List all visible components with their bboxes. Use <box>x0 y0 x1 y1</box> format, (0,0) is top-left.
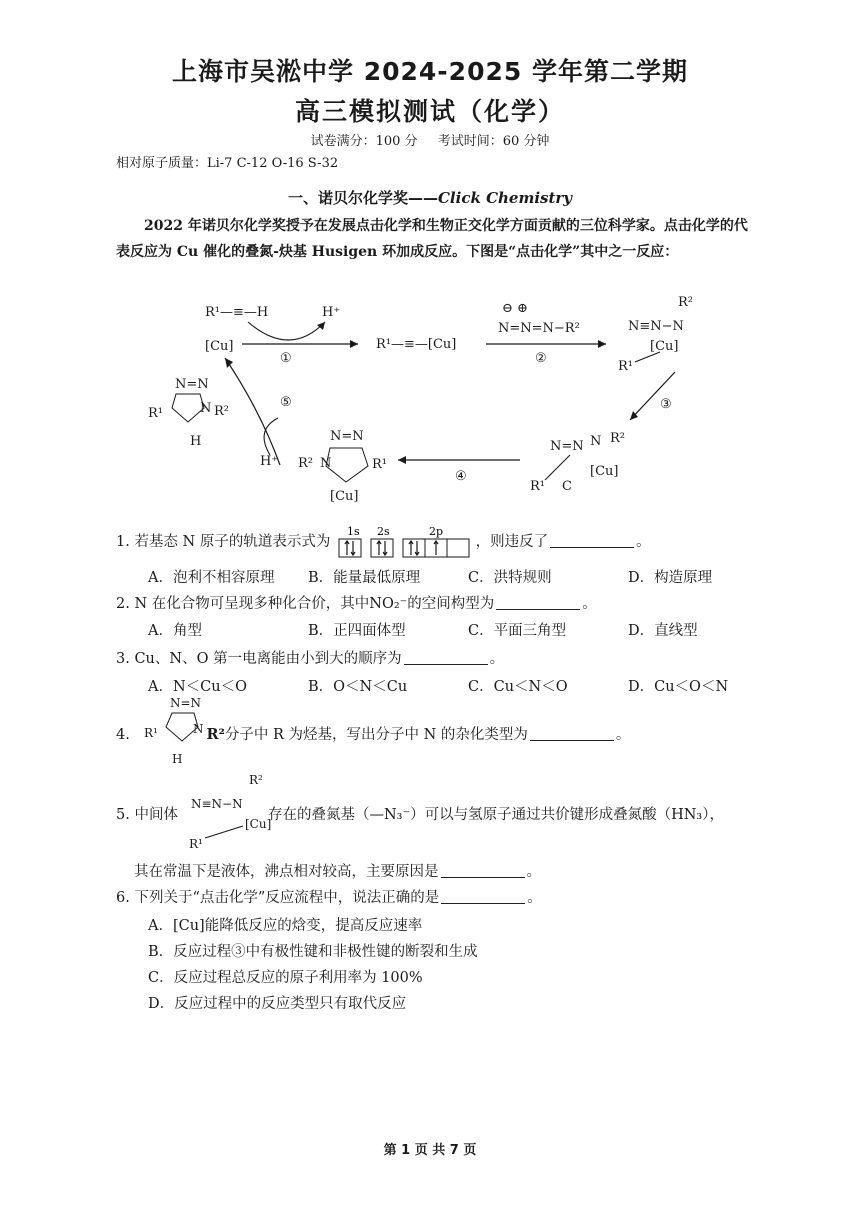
question-1-stem-after: ，则违反了 <box>475 534 549 550</box>
question-5-answer-blank[interactable] <box>441 863 525 878</box>
scheme-r1-alkyne-h: R¹—≡—H <box>205 305 269 320</box>
question-2-number: 2. <box>116 596 130 612</box>
question-1-option-a[interactable]: A．泡利不相容原理 <box>148 570 275 586</box>
scheme-cu-catalyst: [Cu] <box>205 339 234 354</box>
scheme-six-ring-r1: R¹ <box>530 479 545 494</box>
question-4-stem: 分子中 R 为烃基，写出分子中 N 的杂化类型为 <box>224 727 528 743</box>
section-title <box>0 187 860 208</box>
question-1 <box>116 525 651 559</box>
question-2-end: 。 <box>582 596 597 612</box>
question-4-r2: R² <box>206 726 225 743</box>
orbital-box-2s <box>371 539 393 557</box>
question-2-stem: N 在化合物可呈现多种化合价，其中 <box>134 596 370 612</box>
q5-struct-azide: N≡N−N <box>191 797 243 811</box>
scheme-azide-charges: ⊖ ⊕ <box>502 301 528 316</box>
question-6-option-d[interactable]: D．反应过程中的反应类型只有取代反应 <box>148 996 407 1012</box>
question-6-answer-blank[interactable] <box>441 889 525 904</box>
question-1-number: 1. <box>116 534 130 550</box>
scheme-six-ring-r2: R² <box>610 431 625 446</box>
question-3-option-c[interactable]: C．Cu＜N＜O <box>468 679 568 695</box>
step4-arrowhead <box>398 456 406 464</box>
scheme-triazole-cu-r1: R¹ <box>372 457 387 472</box>
click-chemistry-scheme <box>130 290 693 515</box>
question-1-answer-blank[interactable] <box>550 533 634 548</box>
question-4 <box>116 723 630 744</box>
q4-struct-h: H <box>172 752 183 766</box>
scheme-azide: N=N=N−R² <box>498 321 580 336</box>
q5-struct-cu: [Cu] <box>245 817 272 831</box>
question-5-line2 <box>134 860 541 881</box>
step1-label: ① <box>280 351 292 366</box>
step5-label: ⑤ <box>280 395 292 410</box>
question-3-option-b[interactable]: B．O＜N＜Cu <box>308 679 408 695</box>
question-3-option-a[interactable]: A．N＜Cu＜O <box>148 679 247 695</box>
q5-struct-r1: R¹ <box>189 837 203 851</box>
q4-struct-n: N <box>193 722 204 736</box>
question-5 <box>116 803 724 824</box>
scheme-r1-alkyne-cu: R¹—≡—[Cu] <box>376 337 457 352</box>
exam-time: 考试时间：60 分钟 <box>437 134 550 149</box>
question-4-end: 。 <box>615 727 631 743</box>
scheme-product-r2: R² <box>214 404 229 419</box>
section-title-en: Click Chemistry <box>437 189 573 207</box>
scheme-six-ring-n: N <box>590 434 602 449</box>
scheme-triazole-cu-n: N <box>320 456 332 471</box>
question-6-end: 。 <box>527 890 542 906</box>
question-5-line2-text: 其在常温下是液体，沸点相对较高，主要原因是 <box>134 864 439 880</box>
question-6-number: 6. <box>116 890 130 906</box>
step4-label: ④ <box>455 469 467 484</box>
question-3-number: 3. <box>116 651 130 667</box>
question-3 <box>116 647 504 668</box>
orbital-box-1s <box>339 539 361 557</box>
scheme-intermediate-cu: [Cu] <box>650 339 679 354</box>
step1-curve <box>248 322 325 340</box>
question-2-option-b[interactable]: B．正四面体型 <box>308 623 406 639</box>
intermediate-bond <box>635 352 660 362</box>
orbital-label-1s: 1s <box>346 525 360 538</box>
scheme-six-ring-c: C <box>562 479 572 494</box>
scheme-six-ring-cu: [Cu] <box>590 464 619 479</box>
orbital-label-2s: 2s <box>376 525 390 538</box>
question-2-option-d[interactable]: D．直线型 <box>628 623 698 639</box>
step2-arrowhead <box>598 340 606 348</box>
exam-meta <box>0 130 860 149</box>
question-4-answer-blank[interactable] <box>530 726 614 741</box>
question-6-option-a[interactable]: A．[Cu]能降低反应的焓变，提高反应速率 <box>148 918 423 934</box>
question-2 <box>116 592 597 613</box>
question-3-stem: Cu、N、O 第一电离能由小到大的顺序为 <box>134 651 402 667</box>
question-6-option-b[interactable]: B．反应过程③中有极性键和非极性键的断裂和生成 <box>148 944 478 960</box>
exam-title-line1: 上海市吴淞中学 2024-2025 学年第二学期 <box>172 57 688 86</box>
question-5-stem-after: 存在的叠氮基（—N₃⁻）可以与氢原子通过共价键形成叠氮酸（HN₃）， <box>267 807 724 823</box>
orbital-diagram <box>335 525 471 559</box>
question-1-option-d[interactable]: D．构造原理 <box>628 570 713 586</box>
question-1-option-b[interactable]: B．能量最低原理 <box>308 570 421 586</box>
atomic-masses: 相对原子质量：Li-7 C-12 O-16 S-32 <box>116 156 339 171</box>
page-footer: 第 1 页 共 7 页 <box>383 1143 477 1158</box>
question-2-answer-blank[interactable] <box>496 595 580 610</box>
orbital-box-2p-3 <box>447 539 469 557</box>
six-ring-bond <box>545 455 570 480</box>
scheme-h-plus-1: H⁺ <box>322 305 341 320</box>
orbital-arrows <box>345 541 438 555</box>
question-2-option-c[interactable]: C．平面三角型 <box>468 623 567 639</box>
question-6-stem: 下列关于“点击化学”反应流程中，说法正确的是 <box>134 890 440 906</box>
scheme-product-n: N <box>200 401 212 416</box>
scheme-triazole-cu-nn: N=N <box>330 429 364 444</box>
full-score: 试卷满分：100 分 <box>310 134 418 149</box>
question-3-option-d[interactable]: D．Cu＜O＜N <box>628 679 729 695</box>
step2-label: ② <box>535 351 547 366</box>
question-2-option-a[interactable]: A．角型 <box>148 623 202 639</box>
triazole-cu-ring <box>326 448 368 482</box>
scheme-product-nn: N=N <box>175 377 209 392</box>
question-5-end: 。 <box>526 864 541 880</box>
q5-struct-r2: R² <box>249 773 263 787</box>
section-title-cn: 一、诺贝尔化学奖—— <box>287 189 438 207</box>
scheme-intermediate-a: N≡N−N <box>628 319 684 334</box>
question-6 <box>116 886 542 907</box>
question-6-option-c[interactable]: C．反应过程总反应的原子利用率为 100% <box>148 970 423 986</box>
scheme-triazole-cu-r2: R² <box>298 456 313 471</box>
scheme-intermediate-r1: R¹ <box>618 359 633 374</box>
question-5-number: 5. <box>116 807 130 823</box>
question-5-stem: 中间体 <box>134 807 178 823</box>
scheme-product-h: H <box>190 434 202 449</box>
scheme-triazole-cu-cu: [Cu] <box>330 489 359 504</box>
step3-arrow <box>630 372 675 420</box>
question-1-end: 。 <box>636 534 651 550</box>
question-1-option-c[interactable]: C．洪特规则 <box>468 570 552 586</box>
question-3-end: 。 <box>489 651 505 667</box>
section-intro: 2022 年诺贝尔化学奖授予在发展点击化学和生物正交化学方面贡献的三位科学家。点击化学的代表反应为 Cu 催化的叠氮-炔基 Husigen 环加成反应。下图是“点击化学”其中之一反应： <box>116 218 748 260</box>
q5-struct-bond <box>205 826 243 838</box>
scheme-h-plus-5: H⁺ <box>260 454 279 469</box>
step3-label: ③ <box>660 397 672 412</box>
step1-arrowhead <box>350 340 358 348</box>
scheme-six-ring-nn: N=N <box>550 439 584 454</box>
scheme-product-r1: R¹ <box>148 406 163 421</box>
question-1-stem: 若基态 N 原子的轨道表示式为 <box>134 534 331 550</box>
q4-struct-r1: R¹ <box>144 726 158 740</box>
scheme-intermediate-r2: R² <box>678 295 693 310</box>
step5-arrowhead <box>225 358 233 368</box>
exam-title-line2: 高三模拟测试（化学） <box>294 97 565 126</box>
question-4-number: 4. <box>116 727 130 743</box>
step5-arrow <box>225 358 280 465</box>
question-3-answer-blank[interactable] <box>404 650 488 665</box>
orbital-label-2p: 2p <box>428 525 444 538</box>
q4-struct-nn: N=N <box>170 696 202 710</box>
question-2-species: NO₂⁻ <box>369 596 408 612</box>
orbital-box-2p-1 <box>403 539 425 557</box>
step5-curve <box>264 418 278 455</box>
question-2-stem-after: 的空间构型为 <box>407 596 495 612</box>
